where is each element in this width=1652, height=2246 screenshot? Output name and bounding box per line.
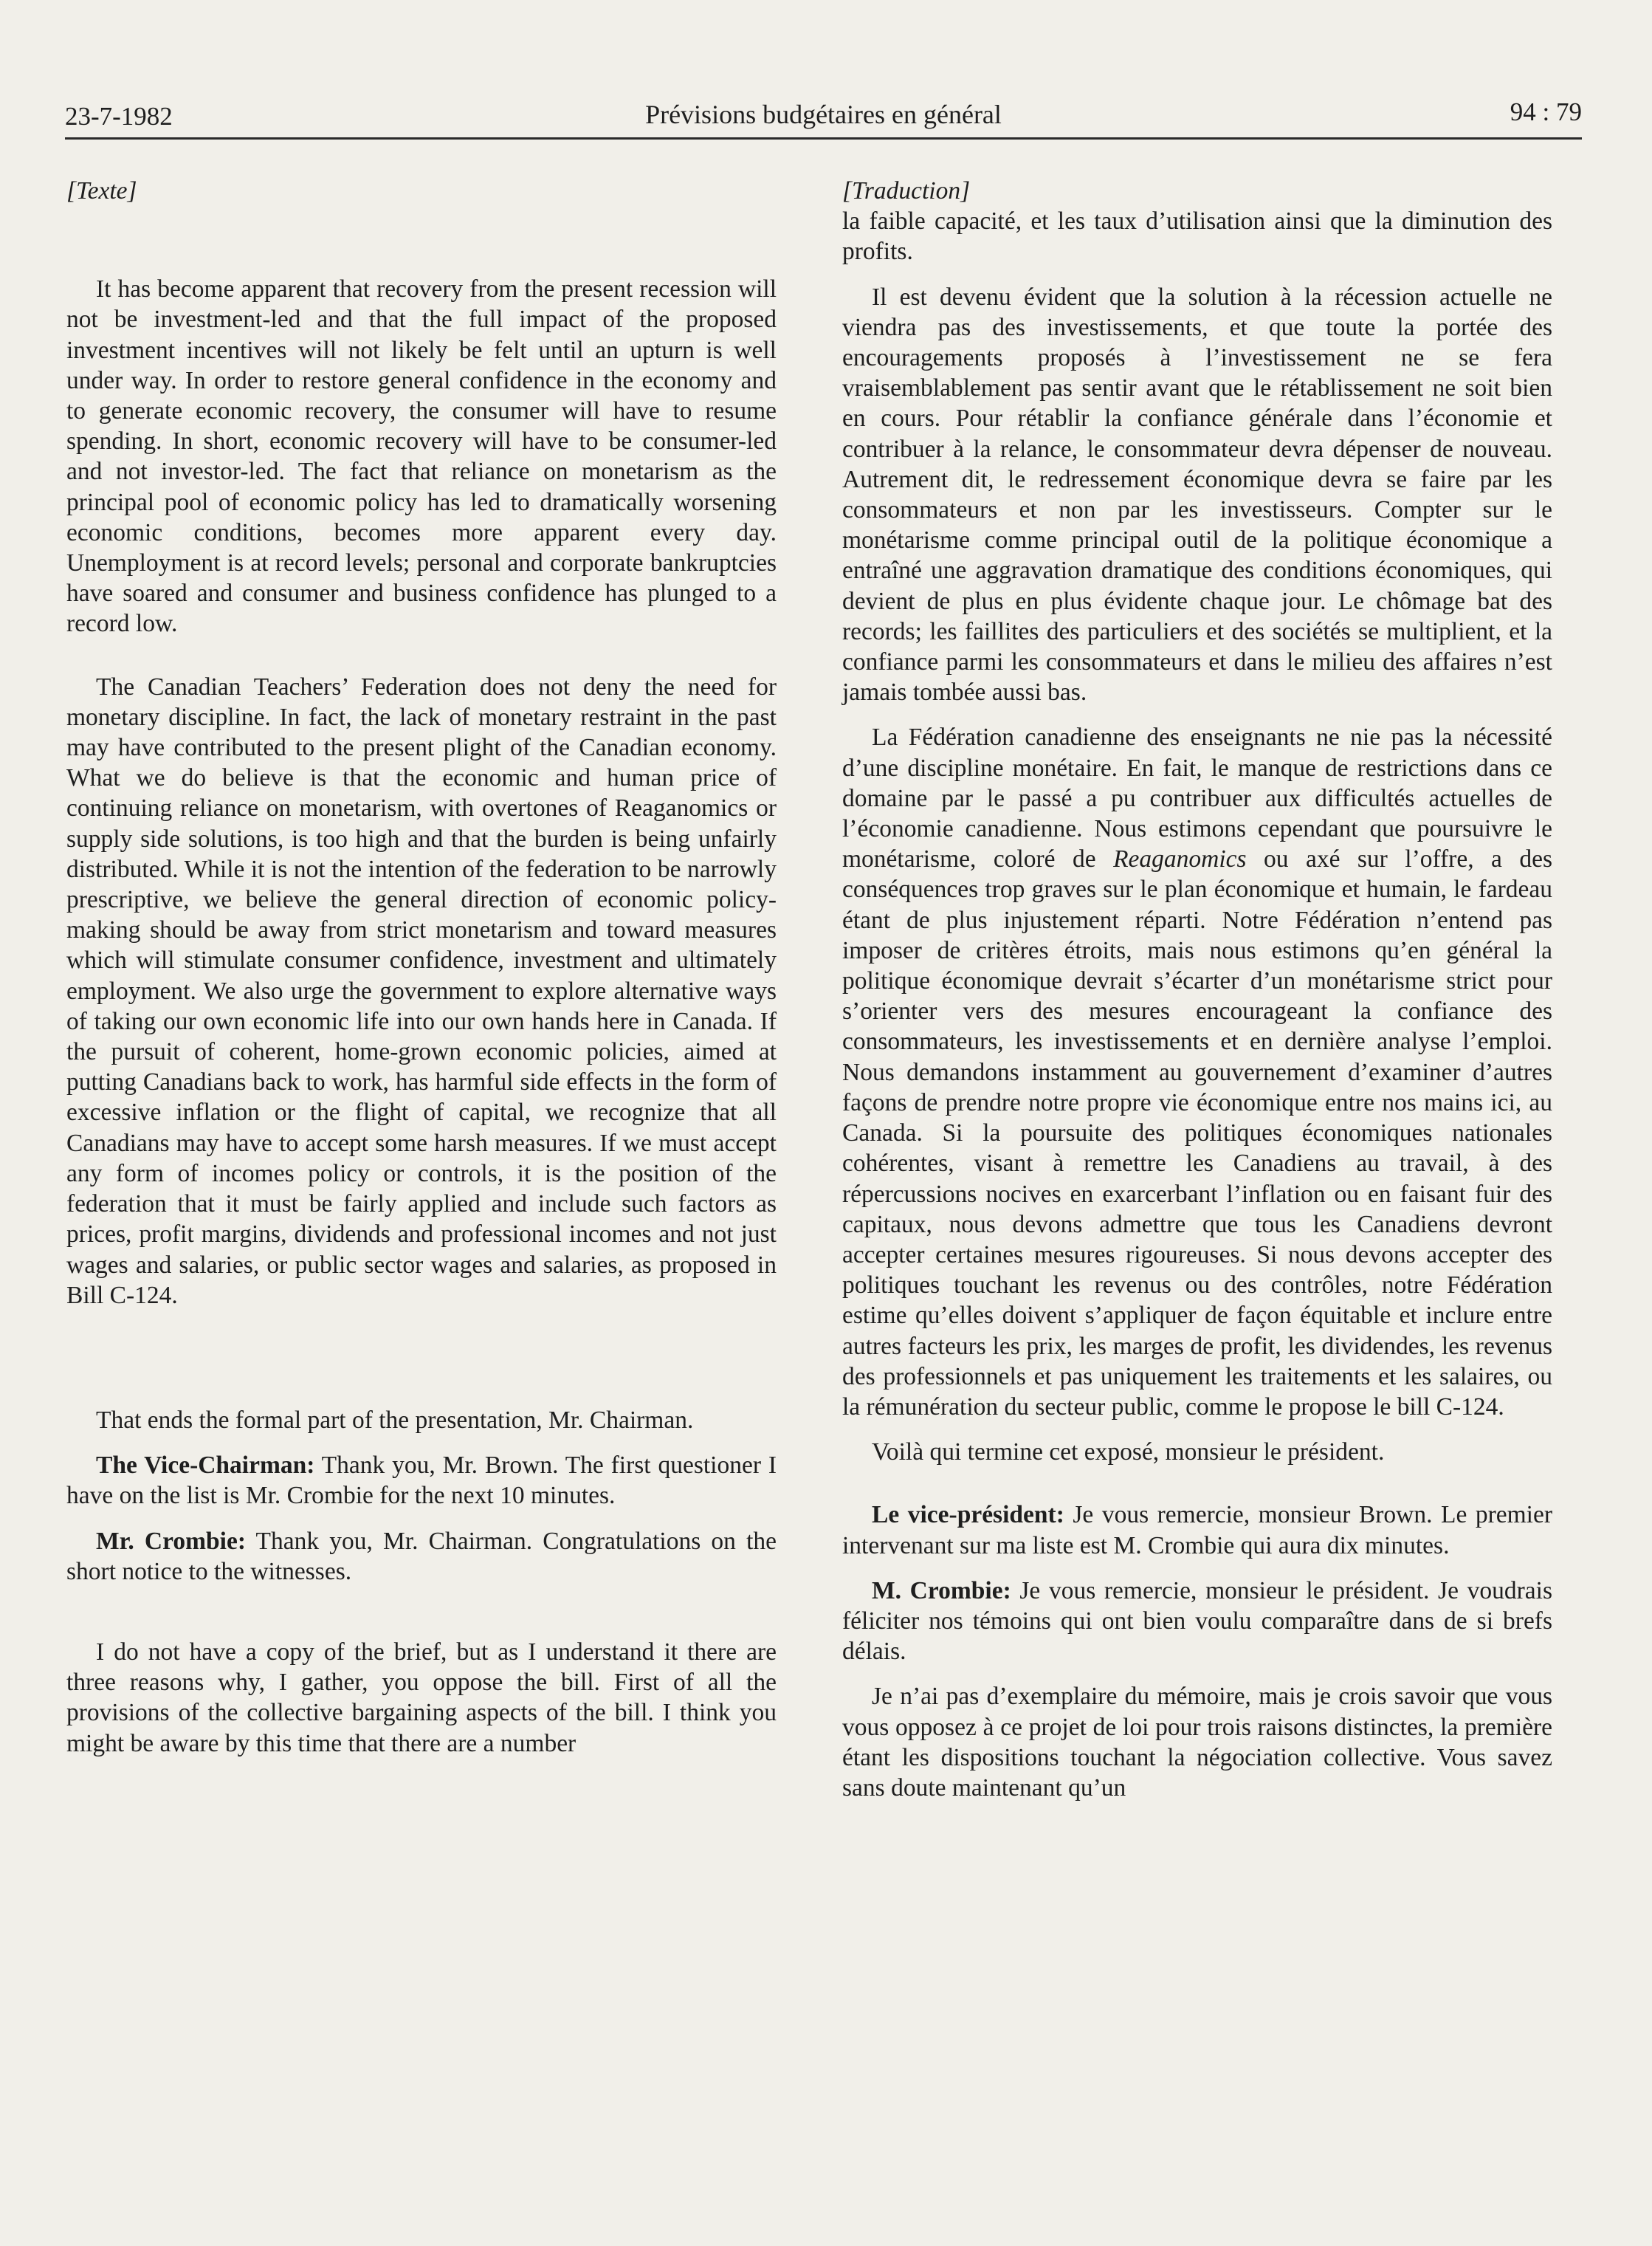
header-date: 23-7-1982: [65, 102, 173, 131]
section-tag-traduction: [842, 176, 1552, 206]
speech-text: Thank you, Mr. Chairman. Congratulations on the short notice to the witnesses.: [66, 1527, 777, 1585]
page-header: [65, 96, 1582, 140]
paragraph-brief: I do not have a copy of the brief, but as I understand it there are three reasons why, I gather, you oppose the bill. First of all the provisions of the collective bargaining aspects of the bill. I think you might be aware by this time that there are a number: [66, 1638, 777, 1757]
text-part: ou axé sur l’offre, a des conséquences trop graves sur le plan économique et humain, le fardeau étant de plus injustement réparti. Notre Fédération n’entend pas imposer de critères étroits, mais nous estimons qu’en général la politique économique devrait s’écarter d’un monétarisme strict pour s’orienter vers des mesures encourageant la confiance des consommateurs, les investissements et en dernière analyse l’emploi. Nous demandons instamment au gouvernement d’examiner d’autres façons de prendre notre propre vie économique entre nos mains ici, au Canada. Si la poursuite des politiques économiques nationales cohérentes, visant à remettre les Canadiens au travail, à des répercussions nocives en exarcerbant l’inflation ou en faisant fuir des capitaux, nous devons admettre que tous les Canadiens devront accepter certaines mesures rigoureuses. Si nous devons accepter des politiques touchant les revenus ou des contrôles, notre Fédération estime qu’elles doivent s’appliquer de façon équitable et inclure entre autres facteurs les prix, les marges de profit, les dividendes, les revenus des professionnels et pas uniquement les traitements et les salaires, ou la rémunération du secteur public, comme le propose le bill C-124.: [842, 845, 1552, 1421]
paragraph-monetary-discipline: The Canadian Teachers’ Federation does not deny the need for monetary discipline. In fact, the lack of monetary restraint in the past may have contributed to the present plight of the Canadian economy. What we do believe is that the economic and human price of continuing reliance on monetarism, with overtones of Reaganomics or supply side solutions, is too high and that the burden is being unfairly distributed. While it is not the intention of the federation to be narrowly prescriptive, we believe the general direction of economic policy-making should be away from strict monetarism and toward measures which will stimulate consumer confidence, investment and ultimately employment. We also urge the government to explore alternative ways of taking our own economic life into our own hands here in Canada. If the pursuit of coherent, home-grown economic policies, aimed at putting Canadians back to work, has harmful side effects in the form of excessive inflation or the flight of capital, we recognize that all Canadians may have to accept some harsh measures. If we must accept any form of incomes policy or controls, it is the position of the federation that it must be fairly applied and include such factors as prices, profit margins, dividends and professional incomes and not just wages and salaries, or public sector wages and salaries, as proposed in Bill C-124.: [66, 673, 777, 1309]
speaker-name: Le vice-président:: [872, 1501, 1064, 1529]
paragraph-continuation: la faible capacité, et les taux d’utilisation ainsi que la diminution des profits.: [842, 207, 1552, 266]
header-title: Prévisions budgétaires en général: [645, 100, 1002, 129]
tag-bracket-open: [: [842, 177, 853, 205]
paragraph-crombie: [66, 1526, 777, 1587]
paragraph-federation: [842, 722, 1552, 1422]
paragraph-vice-chairman: [66, 1450, 777, 1511]
tag-bracket-open: [: [66, 177, 77, 205]
speaker-name: Mr. Crombie:: [96, 1527, 247, 1555]
speech-text: Je vous remercie, monsieur le président. Je voudrais féliciter nos témoins qui ont bien voulu comparaître dans de si brefs délais.: [842, 1576, 1552, 1666]
tag-label: Texte: [76, 177, 128, 205]
french-column: [842, 176, 1552, 1803]
paragraph-recovery: It has become apparent that recovery from the present recession will not be investment-led and that the full impact of the proposed investment incentives will not likely be felt until an upturn is well under way. In order to restore general confidence in the economy and to generate economic recovery, the consumer will have to resume spending. In short, economic recovery will have to be consumer-led and not investor-led. The fact that reliance on monetarism as the principal pool of economic policy has led to dramatically worsening economic conditions, becomes more apparent every day. Unemployment is at record levels; personal and corporate bankruptcies have soared and consumer and business confidence has plunged to a record low.: [66, 275, 777, 638]
paragraph-ends-presentation: That ends the formal part of the presentation, Mr. Chairman.: [96, 1406, 694, 1434]
tag-bracket-close: ]: [960, 177, 971, 205]
paragraph-m-crombie: [842, 1576, 1552, 1667]
speech-text: Thank you, Mr. Brown. The first questioner I have on the list is Mr. Crombie for the next 10 minutes.: [66, 1452, 777, 1510]
tag-bracket-close: ]: [127, 177, 137, 205]
text-part: La Fédération canadienne des enseignants ne nie pas la nécessité d’une discipline monétaire. En fait, le manque de restrictions dans ce domaine par le passé a pu contribuer aux difficultés actuelles de l’économie canadienne. Nous estimons cependant que poursuivre le monétarisme, coloré de: [842, 724, 1552, 873]
tag-label: Traduction: [852, 177, 961, 205]
section-tag-texte: [66, 176, 777, 206]
paragraph-memoire: Je n’ai pas d’exemplaire du mémoire, mais je crois savoir que vous vous opposez à ce projet de loi pour trois raisons distinctes, la première étant les dispositions touchant la négociation collective. Vous savez sans doute maintenant qu’un: [842, 1683, 1552, 1802]
english-column: [66, 176, 777, 1759]
speaker-name: M. Crombie:: [872, 1576, 1011, 1604]
speech-text: Je vous remercie, monsieur Brown. Le premier intervenant sur ma liste est M. Crombie qui aura dix minutes.: [842, 1501, 1552, 1559]
speaker-name: The Vice-Chairman:: [96, 1452, 315, 1480]
italic-term: Reaganomics: [1113, 845, 1247, 873]
page-number: 94 : 79: [1510, 97, 1582, 126]
paragraph-vice-president: [842, 1500, 1552, 1560]
paragraph-recession: Il est devenu évident que la solution à la récession actuelle ne viendra pas des investissements, et que toute la portée des encouragements proposés à l’investissement ne se fera vraisemblablement pas sentir avant que le rétablissement ne soit bien en cours. Pour rétablir la confiance générale dans l’économie et contribuer à la relance, le consommateur devra dépenser de nouveau. Autrement dit, le redressement économique devra se faire par les consommateurs et non par les investisseurs. Compter sur le monétarisme comme principal outil de la politique économique a entraîné une aggravation dramatique des conditions économiques, qui devient de plus en plus évidente chaque jour. Le chômage bat des records; les faillites des particuliers et des sociétés se multiplient, et la confiance parmi les consommateurs et dans le milieu des affaires n’est jamais tombée aussi bas.: [842, 283, 1552, 707]
paragraph-fin-expose: Voilà qui termine cet exposé, monsieur le président.: [872, 1438, 1385, 1466]
